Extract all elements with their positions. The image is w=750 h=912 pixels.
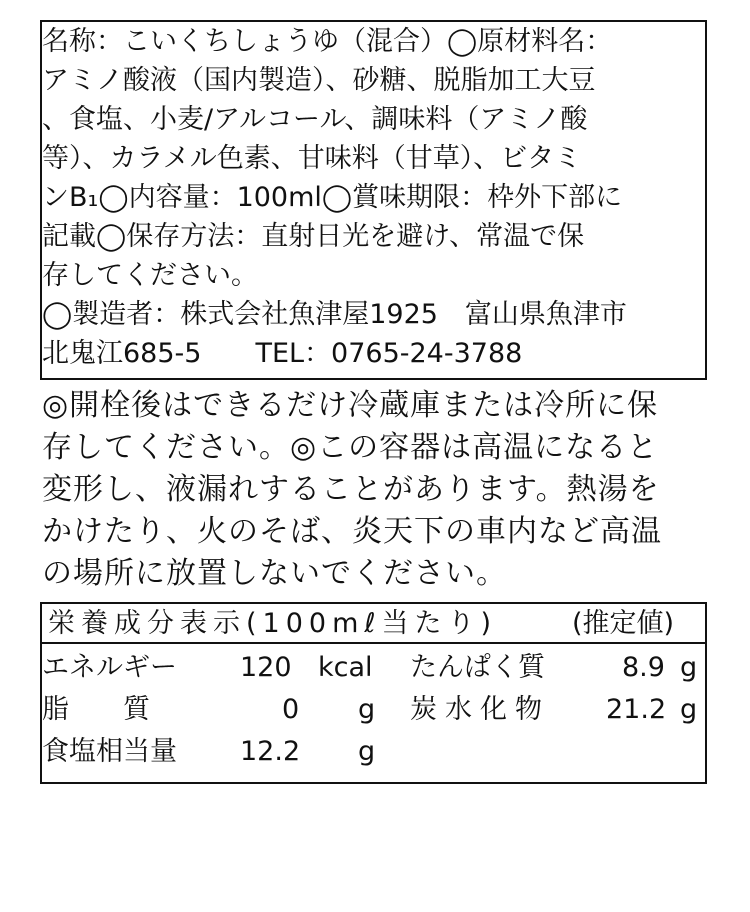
nutrient-unit: kcal [318,652,373,683]
warning-line: かけたり、火のそば、炎天下の車内など高温 [42,514,662,549]
nutrient-name: 食塩相当量 [42,736,177,767]
nutrient-value: 0 [282,694,300,725]
nutrient-unit: g [358,736,376,767]
nutrient-name: たんぱく質 [410,652,545,683]
nutrient-value: 8.9 [622,652,665,683]
nutrient-name: 脂 質 [42,694,150,725]
label-line: 名称：こいくちしょうゆ（混合）◯原材料名： [42,26,613,57]
label-line: 存してください。 [42,260,258,291]
nutrition-title: 栄養成分表示(100mℓ当たり) [48,608,498,639]
label-line: 記載◯保存方法：直射日光を避け、常温で保 [42,221,585,252]
nutrient-value: 12.2 [240,736,301,767]
warning-line: 存してください。◎この容器は高温になると [42,430,659,465]
label-line: 、食塩、小麦/アルコール、調味料（アミノ酸 [42,104,588,135]
nutrient-unit: g [680,694,698,725]
label-line: 北鬼江685-5 TEL：0765-24-3788 [42,338,523,369]
label-line: アミノ酸液（国内製造）、砂糖、脱脂加工大豆 [42,65,596,96]
nutrient-unit: g [358,694,376,725]
nutrient-name: エネルギー [42,652,177,683]
nutrient-unit: g [680,652,698,683]
label-line: ンB₁◯内容量：100ml◯賞味期限：枠外下部に [42,182,623,213]
nutrient-value: 120 [240,652,292,683]
nutrient-name: 炭水化物 [410,694,550,725]
nutrient-value: 21.2 [606,694,667,725]
label-line: ◯製造者：株式会社魚津屋1925 富山県魚津市 [42,299,627,330]
label-line: 等）、カラメル色素、甘味料（甘草）、ビタミ [42,143,582,174]
warning-line: ◎開栓後はできるだけ冷蔵庫または冷所に保 [42,388,659,423]
warning-line: の場所に放置しないでください。 [42,556,507,591]
warning-line: 変形し、液漏れすることがあります。熱湯を [42,472,660,507]
nutrition-title-note: (推定値) [572,608,675,639]
nutrition-header-divider [40,642,707,644]
